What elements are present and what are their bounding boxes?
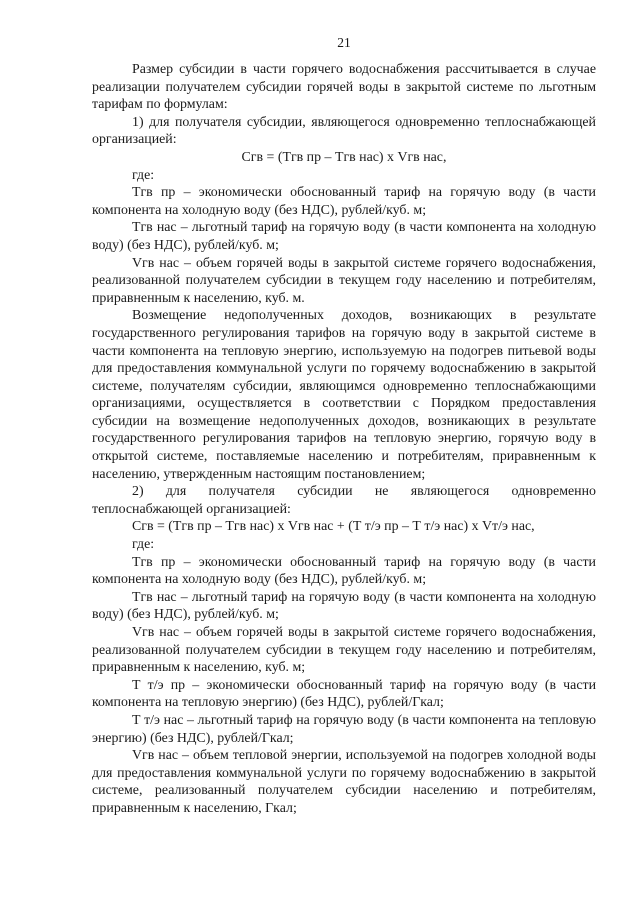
formula-2: Сгв = (Тгв пр – Тгв нас) х Vгв нас + (Т т/э пр – Т т/э нас) х Vт/э нас, (132, 519, 535, 535)
intro-paragraph: Размер субсидии в части горячего водоснабжения рассчитывается в случае реализации получателем субсидии горячей воды в закрытой системе по льготным тарифам по формулам: (92, 62, 596, 113)
definition-tgv-pr-2: Тгв пр – экономически обоснованный тариф на горячую воду (в части компонента на холодную воду (без НДС), рублей/куб. м; (92, 554, 596, 588)
definition-tgv-nas-2: Тгв нас – льготный тариф на горячую воду (в части компонента на холодную воду) (без НДС), рублей/куб. м; (92, 589, 596, 623)
page-number: 21 (337, 35, 351, 50)
definition-vgv-nas-2: Vгв нас – объем горячей воды в закрытой системе горячего водоснабжения, реализованной получателем субсидии в текущем году населению и потребителям, приравненным к населению, куб. м; (92, 625, 596, 676)
definition-tgv-pr-1: Тгв пр – экономически обоснованный тариф на горячую воду (в части компонента на холодную воду (без НДС), рублей/куб. м; (92, 185, 596, 218)
definition-vgv-nas-1: Vгв нас – объем горячей воды в закрытой системе горячего водоснабжения, реализованной получателем субсидии в текущем году населению и потребителям, приравненным к населению, куб. м. (92, 255, 596, 306)
case-1-heading: 1) для получателя субсидии, являющегося одновременно теплоснабжающей организацией: (92, 114, 596, 148)
definition-tte-nas: Т т/э нас – льготный тариф на горячую воду (в части компонента на тепловую энергию) (без НДС), рублей/Гкал; (92, 712, 596, 746)
compensation-paragraph: Возмещение недополученных доходов, возникающих в результате государственного регулирования тарифов на горячую воду в закрытой системе в части компонента на тепловую энергию, используемую на подогрев питьевой воды для предоставления коммунальной услуги по горячему водоснабжению в закрытой системе, получателям субсидии, являющимся одновременно теплоснабжающими организациями, осуществляется в соответствии с Порядком предоставления субсидии на возмещение недополученных доходов, возникающих в результате государственного регулирования тарифов на тепловую энергию, горячую воду в открытой системе, поставляемые населению и потребителям, приравненным к населению, утвержденным настоящим постановлением; (92, 308, 596, 482)
definition-tte-pr: Т т/э пр – экономически обоснованный тариф на горячую воду (в части компонента на тепловую энергию) (без НДС), рублей/Гкал; (92, 677, 596, 711)
definition-vte-nas: Vгв нас – объем тепловой энергии, используемой на подогрев холодной воды для предоставления коммунальной услуги по горячему водоснабжению в закрытой системе, реализованный получателем субсидии населению и потребителям, приравненным к населению, Гкал; (92, 748, 596, 816)
case-2-heading: 2) для получателя субсидии не являющегося одновременно теплоснабжающей организацией: (92, 484, 596, 517)
where-label-2: где: (132, 537, 155, 553)
definition-tgv-nas-1: Тгв нас – льготный тариф на горячую воду (в части компонента на холодную воду) (без НДС), рублей/куб. м; (92, 220, 596, 253)
formula-1: Сгв = (Тгв пр – Тгв нас) х Vгв нас, (241, 149, 447, 165)
where-label-1: где: (132, 167, 155, 183)
document-body (92, 61, 596, 818)
